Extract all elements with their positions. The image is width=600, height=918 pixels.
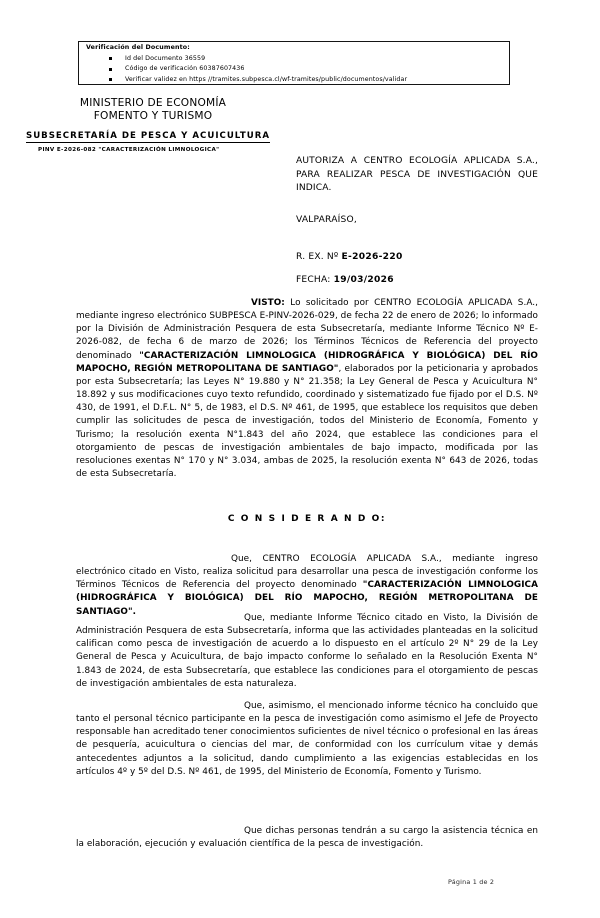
project-reference: PINV E-2026-082 "CARACTERIZACIÓN LIMNOLOGICA" bbox=[38, 147, 220, 153]
bullet-icon bbox=[109, 78, 112, 81]
visto-text-part-2: , elaborados por la peticionaria y aprobados por esta Subsecretaría; las Leyes N° 19.880 y N° 21.358; la Ley General de Pesca y Acuicultura N° 18.892 y sus modificaciones cuyo texto refundido, coordinado y sistematizado fue fijado por el D.S. Nº 430, de 1991, el D.F.L. N° 5, de 1983, el D.S. Nº 461, de 1995, que establece los requisitos que deben cumplir las solicitudes de pesca de investigación, todos del Ministerio de Economía, Fomento y Turismo; la resolución exenta N°1.843 del año 2024, que establece las condiciones para el otorgamiento de pescas de investigación ambientales de bajo impacto, modificada por las resoluciones exentas N° 170 y N° 3.034, ambas de 2025, la resolución exenta N° 643 de 2026, todas de esta Subsecretaría. bbox=[76, 363, 538, 480]
verification-code: Código de verificación 60387607436 bbox=[125, 65, 245, 73]
considerando-heading: C O N S I D E R A N D O: bbox=[227, 514, 387, 524]
list-item bbox=[109, 64, 509, 74]
bullet-icon bbox=[109, 57, 112, 60]
considerando-4-text: Que dichas personas tendrán a su cargo la asistencia técnica en la elaboración, ejecución y evaluación científica de la pesca de investigación. bbox=[76, 826, 538, 850]
resolution-number-label: R. EX. Nº bbox=[296, 252, 342, 262]
list-item bbox=[109, 75, 509, 85]
considerando-3-text: Que, asimismo, el mencionado informe técnico ha concluido que tanto el personal técnico participante en la pesca de investigación como asimismo el Jefe de Proyecto responsable han acreditado tener conocimientos suficientes de nivel técnico o profesional en las áreas de pesquería, acuicultura o ciencias del mar, de conformidad con los currículum vitae y demás antecedentes adjuntos a la solicitud, dando cumplimiento a las exigencias establecidas en los artículos 4º y 5º del D.S. Nº 461, de 1995, del Ministerio de Economía, Fomento y Turismo. bbox=[76, 701, 538, 777]
paragraph-considerando-4 bbox=[76, 825, 538, 851]
verification-url: Verificar validez en https //tramites.subpesca.cl/wf-tramites/public/documentos/validar bbox=[125, 75, 408, 83]
ministry-line-2: FOMENTO Y TURISMO bbox=[93, 110, 213, 123]
subsecretaria-title: SUBSECRETARÍA DE PESCA Y ACUICULTURA bbox=[26, 131, 270, 141]
resolution-place: VALPARAÍSO, bbox=[296, 215, 357, 225]
resolution-date-value: 19/03/2026 bbox=[333, 275, 394, 285]
verification-id: Id del Documento 36559 bbox=[125, 55, 206, 62]
considerando-2-text: Que, mediante Informe Técnico citado en Visto, la División de Administración Pesquera de esta Subsecretaría, informa que las actividades planteadas en la solicitud califican como pesca de investigación de acuerdo a lo dispuesto en el artículo 2º N° 29 de la Ley General de Pesca y Acuicultura, de bajo impacto conforme lo señalado en la Resolución Exenta N° 1.843 de 2024, de esta Subsecretaría, que establece las condiciones para el otorgamiento de pescas de investigación ambientales de esta naturaleza. bbox=[76, 613, 538, 689]
verification-list bbox=[109, 54, 509, 85]
ministry-header bbox=[28, 97, 278, 124]
verification-title: Verificación del Documento: bbox=[86, 44, 190, 51]
project-title-bold: "CARACTERIZACIÓN LIMNOLOGICA (HIDROGRÁFICA Y BIOLÓGICA) DEL RÍO MAPOCHO, REGIÓN METROPOLITANA DE SANTIAGO" bbox=[76, 350, 539, 374]
resolution-subject: AUTORIZA A CENTRO ECOLOGÍA APLICADA S.A., PARA REALIZAR PESCA DE INVESTIGACIÓN QUE INDICA. bbox=[296, 156, 538, 194]
verification-box bbox=[78, 41, 510, 85]
visto-label: VISTO: bbox=[251, 298, 285, 308]
resolution-date-label: FECHA: bbox=[296, 275, 334, 285]
paragraph-considerando-2 bbox=[76, 612, 538, 691]
resolution-number bbox=[296, 252, 403, 262]
list-item bbox=[109, 54, 509, 64]
paragraph-considerando-3 bbox=[76, 700, 538, 779]
visto-text-part-1: Lo solicitado por CENTRO ECOLOGÍA APLICADA S.A., mediante ingreso electrónico SUBPESCA E-PINV-2026-029, de fecha 22 de enero de 2026; lo informado por la División de Administración Pesquera de esta Subsecretaría, mediante Informe Técnico Nº E-2026-082, de fecha 6 de marzo de 2026; los Términos Técnicos de Referencia del proyecto denominado bbox=[76, 298, 538, 361]
resolution-number-value: E-2026-220 bbox=[341, 252, 403, 262]
paragraph-considerando-1 bbox=[76, 553, 538, 619]
paragraph-visto bbox=[76, 297, 538, 481]
resolution-date bbox=[296, 275, 394, 285]
bullet-icon bbox=[109, 68, 112, 71]
considerando-1-text: Que, CENTRO ECOLOGÍA APLICADA S.A., mediante ingreso electrónico citado en Visto, realiza solicitud para desarrollar una pesca de investigación conforme los Términos Técnicos de Referencia del proyecto denominado bbox=[76, 554, 538, 591]
page-footer: Página 1 de 2 bbox=[448, 878, 495, 886]
considerando-1-project-title: "CARACTERIZACIÓN LIMNOLOGICA (HIDROGRÁFICA Y BIOLÓGICA) DEL RÍO MAPOCHO, REGIÓN METROPOLITANA DE SANTIAGO". bbox=[76, 580, 538, 617]
ministry-line-1: MINISTERIO DE ECONOMÍA bbox=[79, 97, 227, 109]
